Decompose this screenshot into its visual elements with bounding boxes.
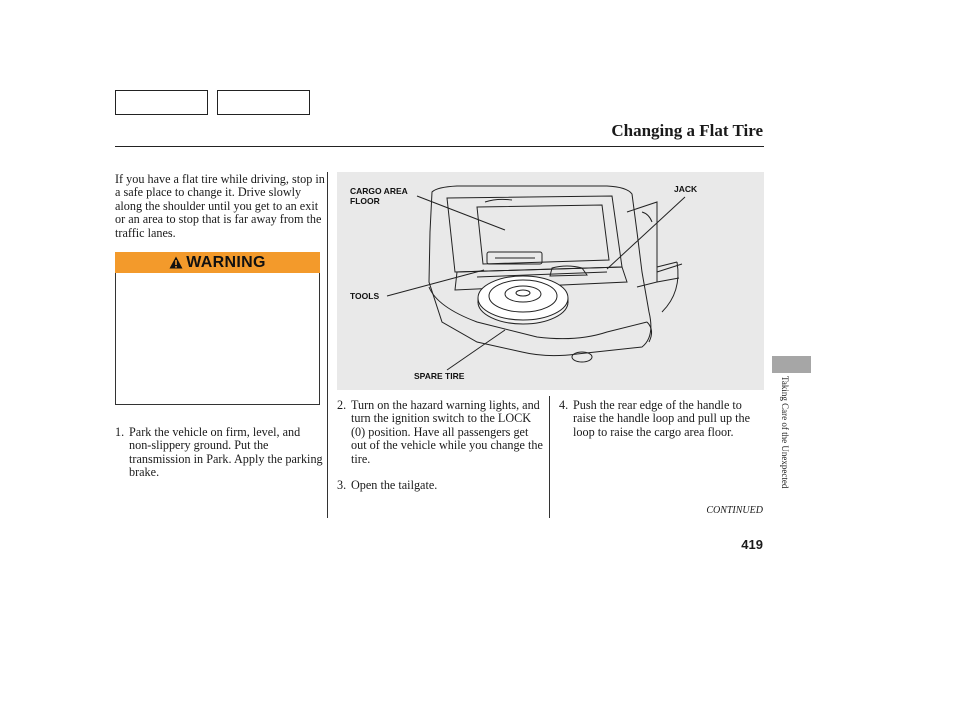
label-jack: JACK: [674, 184, 698, 194]
step-text: Open the tailgate.: [351, 478, 438, 492]
page-number: 419: [741, 537, 763, 552]
column-divider-2: [549, 396, 550, 518]
step-text: Turn on the hazard warning lights, and turn the ignition switch to the LOCK (0) position. Have all passengers get out of the vehicle while you change the tire.: [351, 398, 543, 466]
label-cargo-area-line2: FLOOR: [350, 195, 380, 206]
step-text: Push the rear edge of the handle to raise the handle loop and pull up the loop to raise the cargo area floor.: [573, 398, 751, 439]
page-title: Changing a Flat Tire: [611, 121, 763, 140]
continued-label: CONTINUED: [706, 505, 763, 516]
step-2: [337, 399, 545, 466]
section-label: Taking Care of the Unexpected: [780, 376, 790, 489]
step-3: [337, 479, 545, 492]
section-tab[interactable]: [772, 356, 811, 373]
warning-header: [115, 252, 320, 273]
nav-button-previous[interactable]: [115, 90, 208, 115]
label-tools: TOOLS: [350, 291, 380, 301]
intro-paragraph: If you have a flat tire while driving, stop in a safe place to change it. Drive slowly along the shoulder until you get to an exit or an area to stop that is far away from the traffic lanes.: [115, 172, 325, 240]
step-4: [559, 399, 765, 439]
warning-box: [115, 273, 320, 405]
step-text: Park the vehicle on firm, level, and non-slippery ground. Put the transmission in Park. Apply the parking brake.: [129, 425, 323, 480]
label-spare-tire: SPARE TIRE: [414, 371, 465, 381]
nav-button-next[interactable]: [217, 90, 310, 115]
step-number: 2.: [337, 398, 347, 412]
column-divider-1: [327, 172, 328, 518]
step-number: 1.: [115, 425, 125, 439]
warning-triangle-icon: [169, 256, 183, 269]
label-cargo-area-line1: CARGO AREA: [350, 186, 408, 196]
step-number: 4.: [559, 398, 569, 412]
step-1: [115, 426, 323, 480]
title-rule: [115, 146, 764, 147]
label-cargo-area-floor: [350, 187, 408, 206]
warning-label: WARNING: [186, 253, 266, 271]
cargo-area-illustration: [337, 172, 764, 390]
step-number: 3.: [337, 478, 347, 492]
